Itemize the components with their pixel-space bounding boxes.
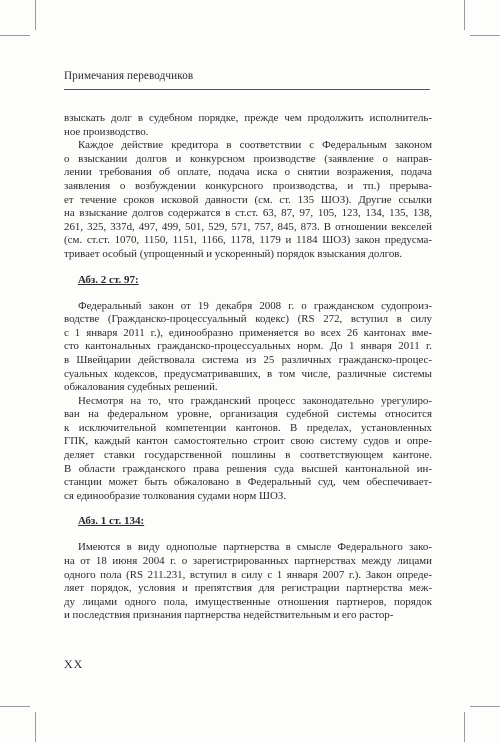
text-line: на взыскание долгов содержатся в ст.ст. 63, 87, 97, 105, 123, 134, 135, 138,: [64, 207, 432, 220]
spacer: [64, 529, 432, 541]
text-line: о взыскании долгов и конкурсном производстве (заявление о направ-: [64, 152, 432, 165]
text-line: ет течение сроков исковой давности (см. ст. 135 ШОЗ). Другие ссылки: [64, 193, 432, 206]
text-line: обжалования судебных решений.: [64, 381, 218, 394]
paragraph: [64, 300, 432, 395]
text-line: ГПК, каждый кантон самостоятельно строит свою систему судов и опре-: [64, 435, 432, 448]
text-line: суальных кодексов, предусматривавших, в том числе, различные системы: [64, 367, 432, 380]
paragraph: [64, 395, 432, 504]
text-line: лении требования об оплате, подача иска о снятии возражения, подача: [64, 166, 432, 179]
text-line: к исключительной компетенции кантонов. В пределах, установленных: [64, 421, 432, 434]
text-line: Несмотря на то, что гражданский процесс законодательно урегулиро-: [78, 394, 432, 407]
crop-mark: [0, 706, 30, 707]
paragraph: [64, 112, 432, 139]
text-line: Федеральный закон от 19 декабря 2008 г. о гражданском судопроиз-: [78, 299, 432, 312]
text-line: заявления о возбуждении конкурсного производства, и тп.) прерыва-: [64, 179, 432, 192]
paragraph: [64, 541, 432, 623]
running-header: Примечания переводчиков: [64, 70, 194, 82]
crop-mark: [470, 35, 500, 36]
text-line: ван на федеральном уровне, организация судебной системы относится: [64, 408, 432, 421]
section-heading: Абз. 1 ст. 134:: [78, 515, 145, 528]
spacer: [64, 262, 432, 274]
text-line: (см. ст.ст. 1070, 1150, 1151, 1166, 1178, 1179 и 1184 ШОЗ) закон предусма-: [64, 234, 432, 247]
text-line: ляет порядок, условия и препятствия для регистрации партнерства меж-: [64, 582, 432, 595]
text-line: ду лицами одного пола, имущественные отношения партнеров, порядок: [64, 595, 432, 608]
crop-mark: [0, 35, 30, 36]
text-line: взыскать долг в судебном порядке, прежде чем продолжить исполнитель-: [64, 112, 432, 124]
text-line: водстве (Гражданско-процессуальный кодекс) (RS 272, вступил в силу: [64, 313, 432, 326]
page-number: XX: [64, 657, 84, 671]
crop-mark: [35, 712, 36, 742]
crop-mark: [470, 706, 500, 707]
text-line: сто кантональных гражданско-процессуальных норм. До 1 января 2011 г.: [64, 340, 432, 353]
text-line: Имеются в виду однополые партнерства в смысле Федерального зако-: [78, 541, 432, 554]
text-line: 261, 325, 337d, 497, 499, 501, 529, 571, 757, 845, 873. В отношении векселей: [64, 220, 432, 233]
text-line: ся единообразие толкования судами норм ШОЗ.: [64, 489, 287, 502]
text-line: и последствия признания партнерства недействительным и его растор-: [64, 609, 394, 622]
paragraph: [64, 139, 432, 261]
crop-mark: [35, 0, 36, 30]
text-line: Каждое действие кредитора в соответствии с Федеральным законом: [78, 139, 432, 152]
text-line: станции может быть обжаловано в Федеральный суд, чем обеспечивает-: [64, 476, 432, 489]
text-line: В области гражданского права решения суда высшей кантональной ин-: [64, 462, 432, 475]
text-line: деляет ставки государственной пошлины в соответствующем кантоне.: [64, 449, 432, 462]
spacer: [64, 288, 432, 300]
crop-mark: [464, 0, 465, 30]
spacer: [64, 503, 432, 515]
text-line: тривает особый (упрощенный и ускоренный) порядок взыскания долгов.: [64, 247, 403, 260]
text-line: одного пола (RS 211.231, вступил в силу с 1 января 2007 г.). Закон опреде-: [64, 568, 432, 581]
crop-mark: [464, 712, 465, 742]
text-line: в Швейцарии действовала система из 25 различных гражданско-процес-: [64, 353, 432, 366]
text-line: ное производство.: [64, 125, 149, 138]
section-heading: Абз. 2 ст. 97:: [78, 273, 139, 286]
text-line: на от 18 июня 2004 г. о зарегистрированных партнерствах между лицами: [64, 555, 432, 568]
page-body: [64, 112, 432, 623]
header-rule: [64, 89, 430, 90]
text-line: с 1 января 2011 г.), единообразно применяется во всех 26 кантонах вме-: [64, 326, 432, 339]
